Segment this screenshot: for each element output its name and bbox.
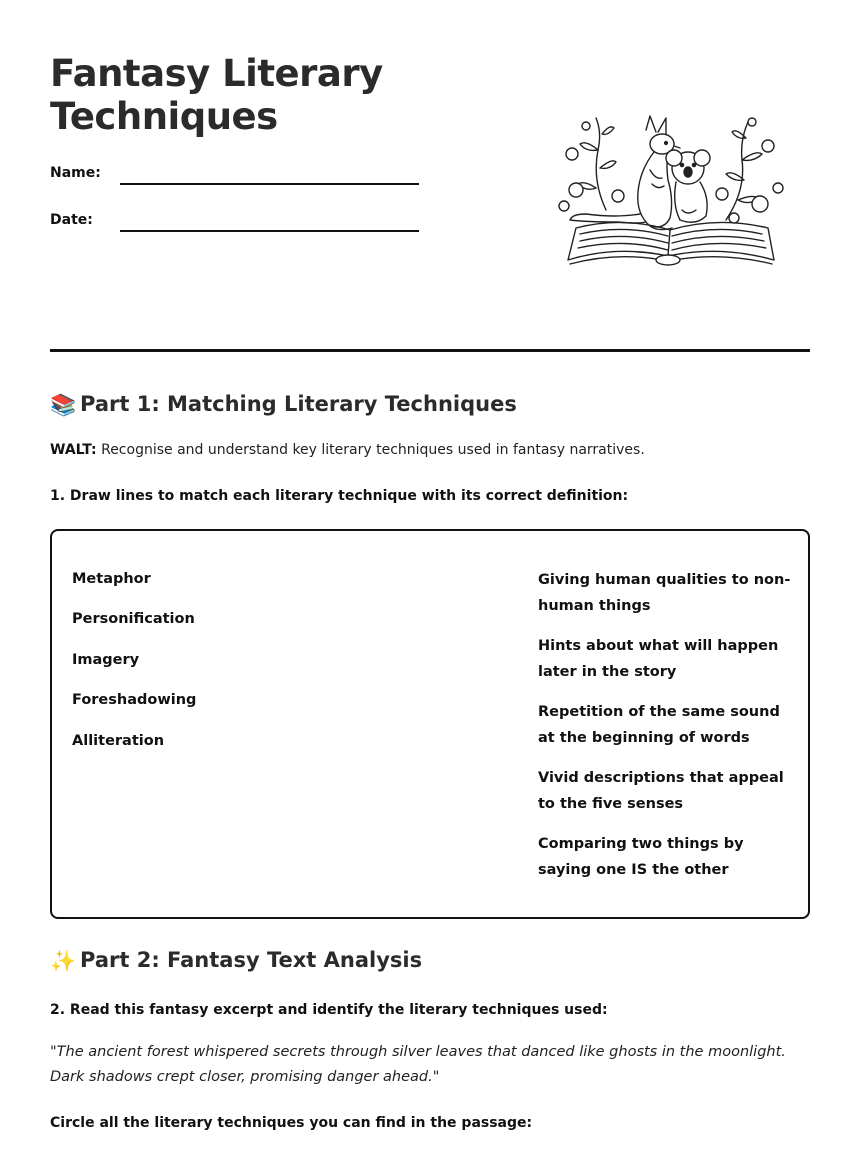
books-icon: 📚 [50,393,77,417]
walt-statement [50,440,645,460]
kangaroo-koala-book-illustration [546,110,796,270]
definition-alliteration[interactable]: Repetition of the same sound at the beginning of words [538,704,780,746]
part1-title [50,390,517,419]
circle-instruction: Circle all the literary techniques you can find in the passage: [50,1115,533,1131]
walt-label: WALT: [50,442,97,458]
question-1: 1. Draw lines to match each literary technique with its correct definition: [50,488,629,504]
question-2: 2. Read this fantasy excerpt and identify the literary techniques used: [50,1002,608,1018]
term-personification[interactable]: Personification [72,611,195,627]
date-write-line[interactable] [120,230,419,232]
definition-personification[interactable]: Giving human qualities to non-human things [538,572,791,614]
definition-foreshadowing[interactable]: Hints about what will happen later in the story [538,638,779,680]
section-divider [50,349,810,352]
term-imagery[interactable]: Imagery [72,652,140,668]
name-label: Name: [50,165,101,181]
matching-box [50,529,810,919]
date-label: Date: [50,212,93,228]
sparkles-icon: ✨ [50,949,77,973]
part1-title-text: Part 1: Matching Literary Techniques [80,392,517,416]
part2-title-text: Part 2: Fantasy Text Analysis [80,948,423,972]
term-foreshadowing[interactable]: Foreshadowing [72,692,197,708]
term-alliteration[interactable]: Alliteration [72,733,165,749]
walt-text: Recognise and understand key literary techniques used in fantasy narratives. [101,442,645,458]
fantasy-excerpt: "The ancient forest whispered secrets through silver leaves that danced like ghosts in the moonlight. Dark shadows crept closer, promising danger ahead." [50,1044,786,1085]
worksheet-title: Fantasy Literary Techniques [50,52,383,138]
part2-title [50,946,422,975]
definition-metaphor[interactable]: Comparing two things by saying one IS the other [538,836,744,878]
definition-imagery[interactable]: Vivid descriptions that appeal to the five senses [538,770,784,812]
term-metaphor[interactable]: Metaphor [72,571,151,587]
name-write-line[interactable] [120,183,419,185]
